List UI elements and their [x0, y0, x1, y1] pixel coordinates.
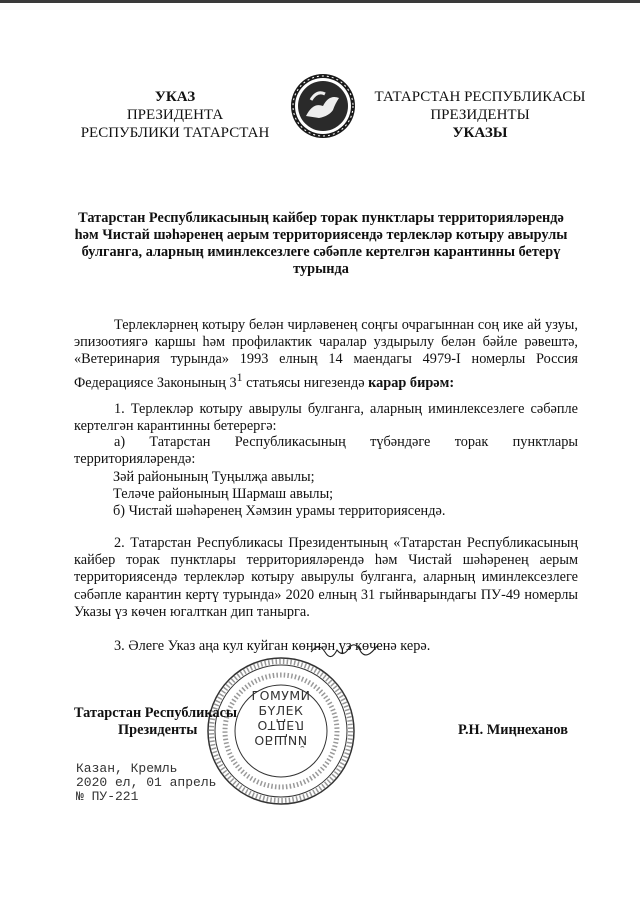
coat-of-arms-emblem — [289, 72, 357, 140]
stamp-line3: ОБЩИЙ — [254, 733, 308, 748]
intro-tail: статьясы нигезендә — [242, 374, 369, 391]
subitem-chistopol: б) Чистай шәһәренең Хәмзин урамы территориясендә. — [113, 503, 446, 519]
place-and-date — [76, 762, 216, 804]
signature-title-line1: Татарстан Республикасы — [74, 705, 238, 721]
signature-title-line2: Президенты — [118, 722, 198, 739]
intro-superscript: 1 — [236, 369, 243, 384]
header-left — [60, 88, 290, 142]
signatory-name: Р.Н. Миңнеханов — [458, 722, 568, 738]
place-line: Казан, Кремль — [76, 761, 178, 776]
header-right — [365, 88, 595, 142]
item-3: 3. Әлеге Указ аңа кул куйган көннән үз көченә керә. — [114, 638, 431, 654]
intro-paragraph — [74, 317, 578, 392]
document-title: Татарстан Республикасының кайбер торак пунктлары территорияләрендә һәм Чистай шәһәренең аерым территориясендә терлекләр котыру авырулы булганга, аларның иминлексезлеге сәбәпле кертелгән карантинны бетерү турында — [74, 210, 568, 277]
stamp-line4: ОТДЕЛ — [257, 718, 305, 733]
intro-decree-phrase: карар бирәм: — [368, 374, 455, 391]
stamp-line2: БҮЛЕК — [258, 703, 304, 718]
top-border — [0, 0, 640, 3]
header-left-line3: РЕСПУБЛИКИ ТАТАРСТАН — [80, 125, 270, 141]
date-line: 2020 ел, 01 апрель — [76, 775, 217, 790]
header-right-line2: ПРЕЗИДЕНТЫ — [430, 107, 530, 123]
header-left-line2: ПРЕЗИДЕНТА — [126, 107, 224, 123]
subitem-zai: Зәй районының Туңылҗа авылы; — [113, 469, 315, 485]
header-right-line1: ТАТАРСТАН РЕСПУБЛИКАСЫ — [374, 89, 586, 105]
decree-number: № ПУ-221 — [76, 789, 139, 804]
item-2: 2. Татарстан Республикасы Президентының «Татарстан Республикасының кайбер торак пунктлары территорияләрендә һәм Чистай шәһәренең аерым территориясендә терлекләр котыру авырулы булганга, аларның иминлексезлеге сәбәпле карантин кертү турында» 2020 елның 31 гыйнварындагы ПУ-49 номерлы Указы үз көчен югалткан дип танырга. — [74, 535, 578, 620]
header-right-line3: УКАЗЫ — [452, 125, 508, 141]
item-1a: а) Татарстан Республикасының түбәндәге торак пунктлары территорияләрендә: — [74, 434, 578, 468]
intro-text: Терлекләрнең котыру белән чирләвенең соңгы очрагыннан соң ике ай узуы, эпизоотиягә каршы һәм профилактик чаралар уздырылу белән бәйле рәвештә, «Ветеринария турында» 1993 елның 14 маендагы 4979-I номерлы Россия Федерациясе Законының 3 — [74, 317, 578, 391]
stamp-line1: ГОМУМИ — [251, 688, 311, 703]
signature-title — [74, 705, 274, 739]
item-1: 1. Терлекләр котыру авырулы булганга, аларның иминлексезлеге сәбәпле кертелгән карантинны бетерергә: — [74, 401, 578, 435]
header-left-line1: УКАЗ — [154, 89, 196, 105]
subitem-teleche: Теләче районының Шармаш авылы; — [113, 486, 334, 502]
